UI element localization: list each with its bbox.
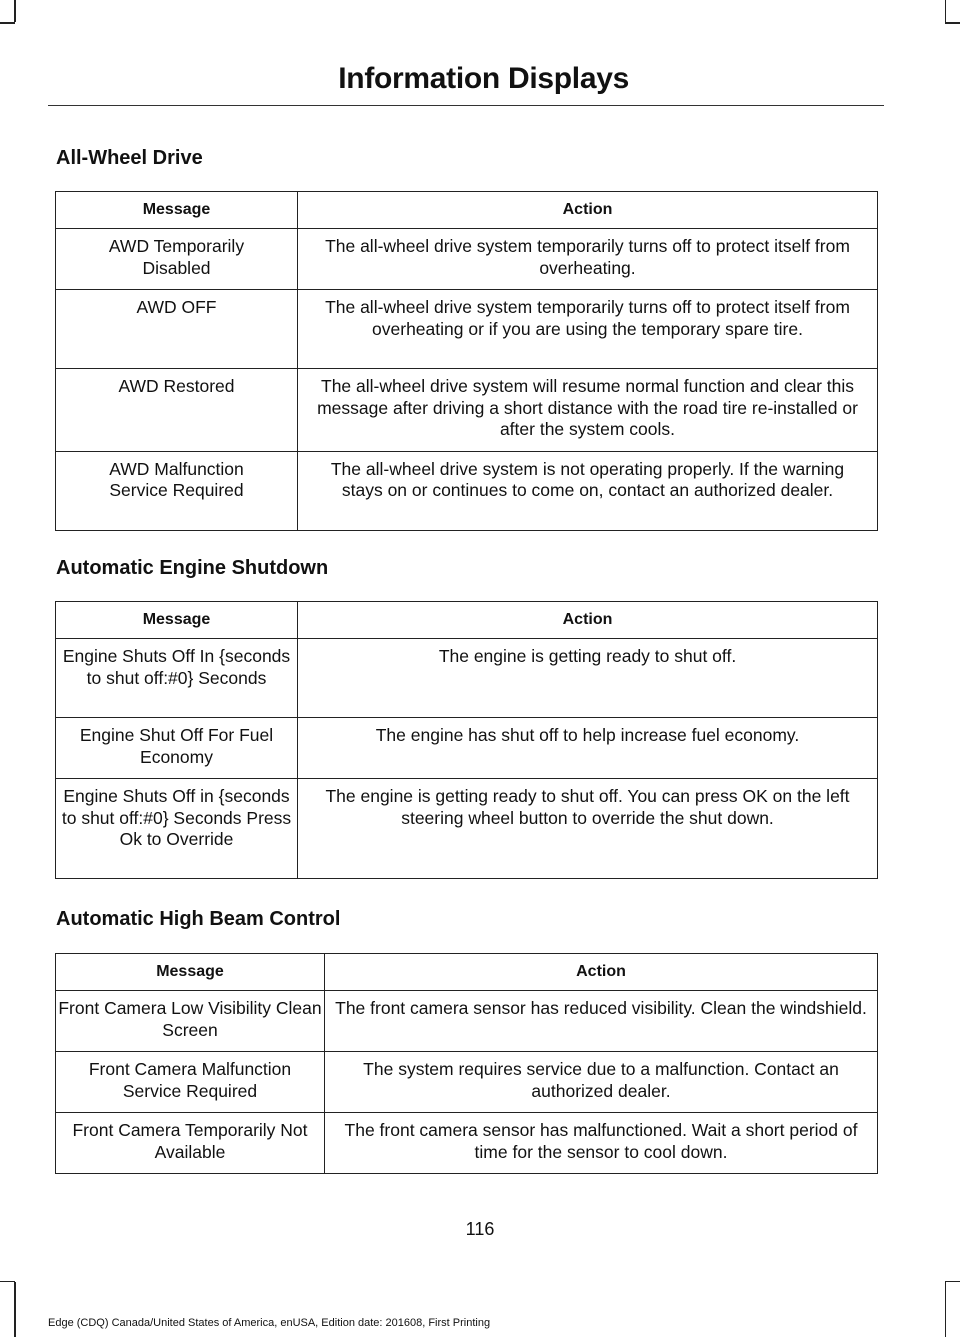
- table-automatic-high-beam-control: [55, 953, 878, 1174]
- column-header-action: Action: [298, 192, 878, 229]
- message-cell: Front Camera Low Visibility Clean Screen: [56, 991, 325, 1052]
- message-cell: Engine Shuts Off in {seconds to shut off:#0} Seconds Press Ok to Override: [56, 779, 298, 879]
- message-cell: Front Camera Temporarily Not Available: [56, 1113, 325, 1174]
- table-row: [56, 369, 878, 452]
- message-cell: AWD Restored: [56, 369, 298, 452]
- message-cell: AWD Temporarily Disabled: [56, 229, 298, 290]
- action-cell: The engine has shut off to help increase fuel economy.: [298, 718, 878, 779]
- crop-mark: [14, 0, 16, 22]
- section-title-automatic-engine-shutdown: Automatic Engine Shutdown: [56, 557, 329, 579]
- table-row: [56, 779, 878, 879]
- table-row: [56, 229, 878, 290]
- crop-mark: [945, 1282, 947, 1337]
- crop-mark: [0, 22, 15, 24]
- message-cell: Front Camera Malfunction Service Required: [56, 1052, 325, 1113]
- action-cell: The engine is getting ready to shut off. You can press OK on the left steering wheel button to override the shut down.: [298, 779, 878, 879]
- column-header-message: Message: [56, 192, 298, 229]
- action-cell: The system requires service due to a malfunction. Contact an authorized dealer.: [325, 1052, 878, 1113]
- crop-mark: [945, 0, 947, 22]
- message-cell: AWD OFF: [56, 290, 298, 369]
- table-row: [56, 991, 878, 1052]
- crop-mark: [945, 22, 960, 24]
- column-header-action: Action: [298, 602, 878, 639]
- action-cell: The all-wheel drive system will resume normal function and clear this message after driving a short distance with the road tire re-installed or after the system cools.: [298, 369, 878, 452]
- table-row: [56, 1113, 878, 1174]
- action-cell: The engine is getting ready to shut off.: [298, 639, 878, 718]
- table-row: [56, 639, 878, 718]
- crop-mark: [14, 1282, 16, 1337]
- action-cell: The front camera sensor has reduced visibility. Clean the windshield.: [325, 991, 878, 1052]
- message-cell: Engine Shut Off For Fuel Economy: [56, 718, 298, 779]
- action-cell: The all-wheel drive system temporarily turns off to protect itself from overheating.: [298, 229, 878, 290]
- section-title-all-wheel-drive: All-Wheel Drive: [56, 147, 203, 169]
- crop-mark: [945, 1281, 960, 1283]
- action-cell: The all-wheel drive system temporarily turns off to protect itself from overheating or if you are using the temporary spare tire.: [298, 290, 878, 369]
- table-header-row: [56, 602, 878, 639]
- crop-mark: [0, 1281, 15, 1283]
- column-header-action: Action: [325, 954, 878, 991]
- message-cell: Engine Shuts Off In {seconds to shut off:#0} Seconds: [56, 639, 298, 718]
- column-header-message: Message: [56, 954, 325, 991]
- action-cell: The all-wheel drive system is not operating properly. If the warning stays on or continues to come on, contact an authorized dealer.: [298, 451, 878, 530]
- column-header-message: Message: [56, 602, 298, 639]
- header-divider: [48, 105, 884, 106]
- table-all-wheel-drive: [55, 191, 878, 531]
- section-title-automatic-high-beam-control: Automatic High Beam Control: [56, 908, 341, 930]
- table-header-row: [56, 192, 878, 229]
- page-number: 116: [465, 1219, 495, 1239]
- table-row: [56, 451, 878, 530]
- table-row: [56, 290, 878, 369]
- action-cell: The front camera sensor has malfunctioned. Wait a short period of time for the sensor to cool down.: [325, 1113, 878, 1174]
- footer-edition-text: Edge (CDQ) Canada/United States of America, enUSA, Edition date: 201608, First Printing: [48, 1317, 491, 1329]
- page-title: Information Displays: [338, 62, 629, 95]
- table-row: [56, 1052, 878, 1113]
- table-row: [56, 718, 878, 779]
- table-header-row: [56, 954, 878, 991]
- message-cell: AWD Malfunction Service Required: [56, 451, 298, 530]
- table-automatic-engine-shutdown: [55, 601, 878, 879]
